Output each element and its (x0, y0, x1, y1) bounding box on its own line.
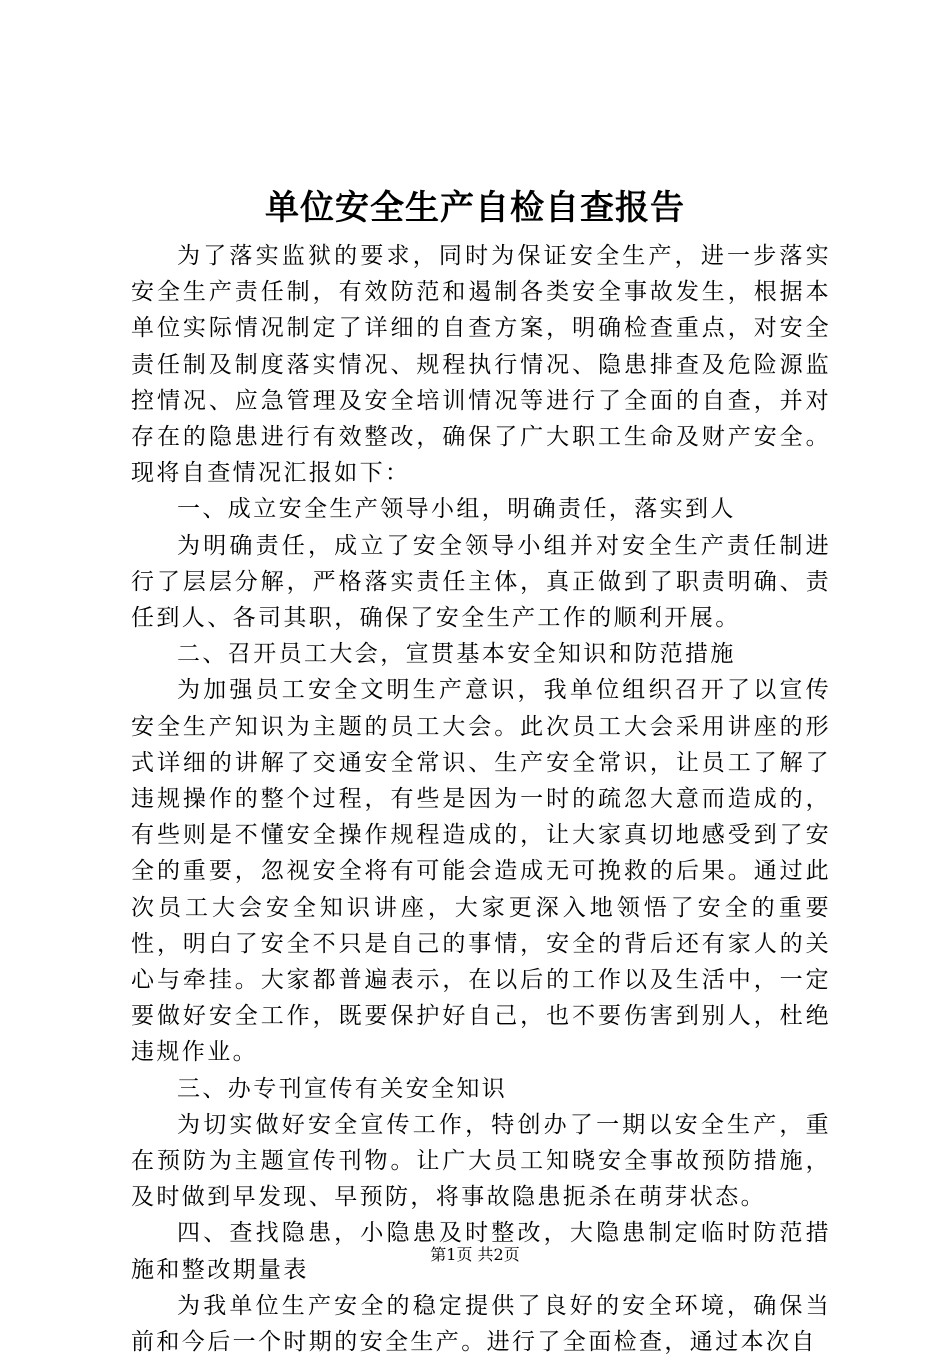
section-heading-1: 一、成立安全生产领导小组，明确责任，落实到人 (177, 496, 736, 523)
section-paragraph-1: 为明确责任，成立了安全领导小组并对安全生产责任制进行了层层分解，严格落实责任主体，真正做到了职责明确、责任到人、各司其职，确保了安全生产工作的顺利开展。 (131, 532, 831, 632)
intro-paragraph: 为了落实监狱的要求，同时为保证安全生产，进一步落实安全生产责任制，有效防范和遏制各类安全事故发生，根据本单位实际情况制定了详细的自查方案，明确检查重点，对安全责任制及制度落实情况、规程执行情况、隐患排查及危险源监控情况、应急管理及安全培训情况等进行了全面的自查，并对存在的隐患进行有效整改，确保了广大职工生命及财产安全。现将自查情况汇报如下： (131, 243, 831, 487)
section-paragraph-4: 为我单位生产安全的稳定提供了良好的安全环境，确保当前和今后一个时期的安全生产。进行了全面检查，通过本次自 (131, 1292, 831, 1356)
section-heading-3: 三、办专刊宣传有关安全知识 (177, 1075, 508, 1102)
document-title: 单位安全生产自检自查报告 (265, 188, 685, 228)
page-footer: 第1页 共2页 (430, 1245, 520, 1264)
section-paragraph-2: 为加强员工安全文明生产意识，我单位组织召开了以宣传安全生产知识为主题的员工大会。此次员工大会采用讲座的形式详细的讲解了交通安全常识、生产安全常识，让员工了解了违规操作的整个过程，有些是因为一时的疏忽大意而造成的，有些则是不懂安全操作规程造成的，让大家真切地感受到了安全的重要，忽视安全将有可能会造成无可挽救的后果。通过此次员工大会安全知识讲座，大家更深入地领悟了安全的重要性，明白了安全不只是自己的事情，安全的背后还有家人的关心与牵挂。大家都普遍表示，在以后的工作以及生活中，一定要做好安全工作，既要保护好自己，也不要伤害到别人，杜绝违规作业。 (131, 677, 831, 1066)
section-heading-2: 二、召开员工大会，宣贯基本安全知识和防范措施 (177, 641, 736, 668)
section-heading-4: 四、查找隐患，小隐患及时整改，大隐患制定临时防范措施和整改期量表 (131, 1220, 831, 1283)
document-body (131, 238, 831, 1360)
section-paragraph-3: 为切实做好安全宣传工作，特创办了一期以安全生产，重在预防为主题宣传刊物。让广大员工知晓安全事故预防措施，及时做到早发现、早预防，将事故隐患扼杀在萌芽状态。 (131, 1111, 831, 1211)
